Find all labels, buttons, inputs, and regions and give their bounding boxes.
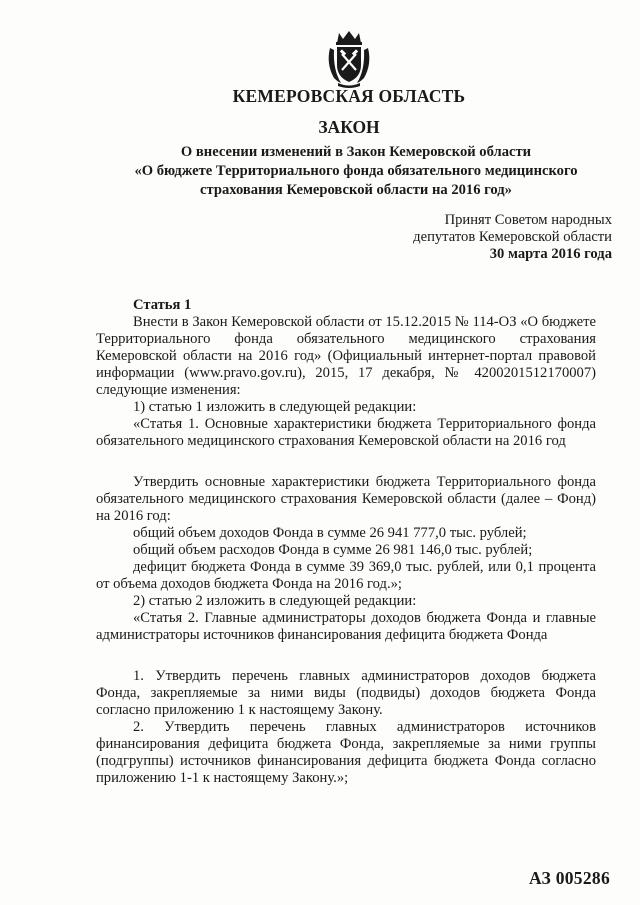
- quoted-article-2-heading: «Статья 2. Главные администраторы доходов бюджета Фонда и главные администраторы источников финансирования дефицита бюджета Фонда: [96, 610, 596, 643]
- adoption-line: Принят Советом народных: [444, 212, 612, 228]
- subject-line: страхования Кемеровской области на 2016 год»: [200, 182, 512, 198]
- amendment-item-2: 2) статью 2 изложить в следующей редакции:: [133, 593, 417, 609]
- point-2: 2. Утвердить перечень главных администраторов источников финансирования дефицита бюджета Фонда, закрепляемые за ними группы (подгруппы) источников финансирования дефицита бюджета Фонда согласно приложению 1-1 к настоящему Закону.»;: [96, 719, 596, 786]
- point-1: 1. Утвердить перечень главных администраторов доходов бюджета Фонда, закрепляемые за ними виды (подвиды) доходов бюджета Фонда согласно приложению 1 к настоящему Закону.: [96, 668, 596, 718]
- adoption-line: депутатов Кемеровской области: [413, 229, 612, 245]
- adoption-date: 30 марта 2016 года: [489, 246, 612, 262]
- amendment-item-1: 1) статью 1 изложить в следующей редакции:: [133, 399, 417, 415]
- serial-number: АЗ 005286: [528, 868, 610, 888]
- subject-line: О внесении изменений в Закон Кемеровской области: [180, 144, 532, 160]
- income-line: общий объем доходов Фонда в сумме 26 941 777,0 тыс. рублей;: [133, 525, 527, 541]
- article-heading: Статья 1: [133, 297, 192, 313]
- adoption-block: [352, 212, 612, 263]
- quoted-article-1-heading: «Статья 1. Основные характеристики бюджета Территориального фонда обязательного медицинского страхования Кемеровской области на 2016 год: [96, 416, 596, 449]
- region-title: КЕМЕРОВСКАЯ ОБЛАСТЬ: [232, 86, 466, 106]
- approve-paragraph: Утвердить основные характеристики бюджета Территориального фонда обязательного медицинского страхования Кемеровской области (далее – Фонд) на 2016 год:: [96, 474, 596, 524]
- article-intro: Внести в Закон Кемеровской области от 15.12.2015 № 114-ОЗ «О бюджете Территориального фонда обязательного медицинского страхования Кемеровской области на 2016 год» (Официальный интернет-портал правовой информации (www.pravo.gov.ru), 2015, 17 декабря, № 4200201512170007) следующие изменения:: [96, 314, 596, 398]
- deficit-line: дефицит бюджета Фонда в сумме 39 369,0 тыс. рублей, или 0,1 процента от объема доходов бюджета Фонда на 2016 год.»;: [96, 559, 596, 592]
- law-subject: [96, 143, 616, 200]
- coat-of-arms-emblem: [324, 30, 374, 88]
- subject-line: «О бюджете Территориального фонда обязательного медицинского: [134, 163, 578, 179]
- expense-line: общий объем расходов Фонда в сумме 26 981 146,0 тыс. рублей;: [133, 542, 533, 558]
- article-body: [96, 297, 596, 787]
- document-type-title: ЗАКОН: [318, 117, 380, 137]
